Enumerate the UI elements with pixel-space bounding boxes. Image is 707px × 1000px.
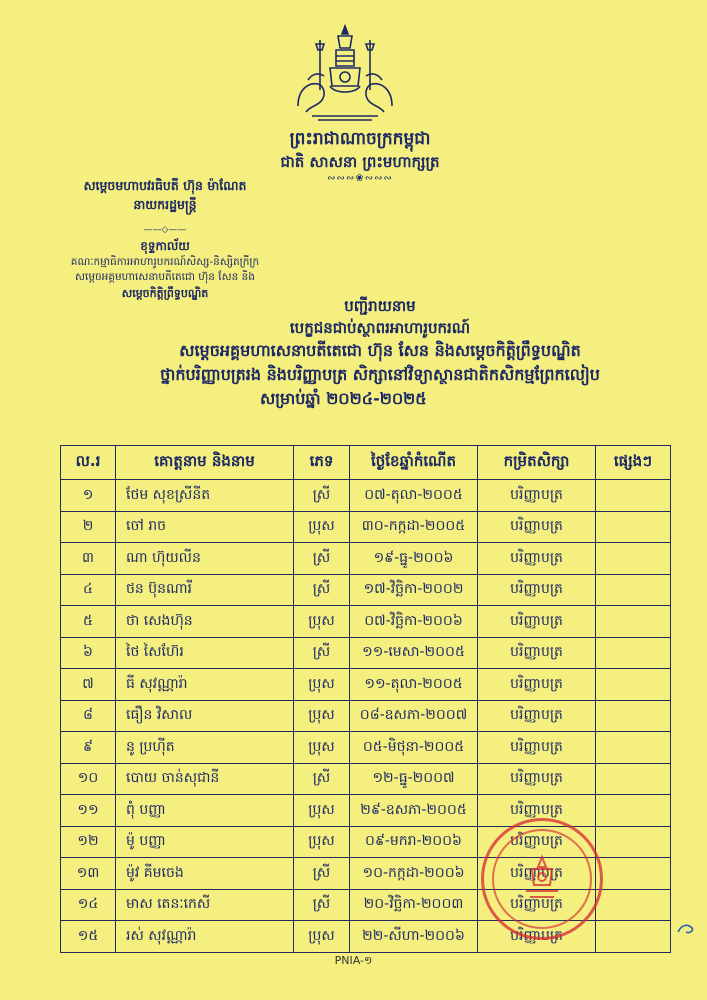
cell-name: ម៉ូវ គីមចេង	[116, 858, 294, 890]
cell-name: ថៃ សៃហ៊ែរ	[116, 637, 294, 669]
cell-remarks	[596, 858, 671, 890]
header-study-level: កម្រិតសិក្សា	[478, 446, 596, 480]
cell-name: ធឿន វិសាល	[116, 700, 294, 732]
cell-number: ៩	[61, 732, 116, 764]
table-row	[61, 669, 671, 701]
cell-study-level: បរិញ្ញាបត្រ	[478, 669, 596, 701]
cell-study-level: បរិញ្ញាបត្រ	[478, 637, 596, 669]
header-number: ល.រ	[61, 446, 116, 480]
cell-remarks	[596, 543, 671, 575]
cell-name: នូ ប្រហ៊ីត	[116, 732, 294, 764]
cell-number: ២	[61, 511, 116, 543]
sender-title: នាយករដ្ឋមន្ត្រី	[133, 197, 197, 212]
cell-date-of-birth: ០៧-តុលា-២០០៥	[350, 480, 478, 512]
cell-remarks	[596, 480, 671, 512]
cell-sex: ប្រុស	[294, 700, 350, 732]
cell-date-of-birth: ០៧-វិច្ឆិកា-២០០៦	[350, 606, 478, 638]
cell-number: ១៤	[61, 889, 116, 921]
cell-sex: ប្រុស	[294, 511, 350, 543]
cell-remarks	[596, 511, 671, 543]
cell-name: ធី សុវណ្ណារ៉ា	[116, 669, 294, 701]
table-row	[61, 763, 671, 795]
cell-date-of-birth: ២២-សីហា-២០០៦	[350, 921, 478, 953]
header-remarks: ផ្សេងៗ	[596, 446, 671, 480]
sender-prime-minister: សម្តេចមហាបវរធិបតី ហ៊ុន ម៉ាណែត	[83, 178, 247, 193]
cell-date-of-birth: ០៥-មិថុនា-២០០៥	[350, 732, 478, 764]
cell-study-level: បរិញ្ញាបត្រ	[478, 889, 596, 921]
cell-sex: ប្រុស	[294, 732, 350, 764]
cell-name: ថន ប៊ុនណារី	[116, 574, 294, 606]
cell-remarks	[596, 637, 671, 669]
cell-sex: ស្រី	[294, 889, 350, 921]
cell-remarks	[596, 921, 671, 953]
cell-study-level: បរិញ្ញាបត្រ	[478, 606, 596, 638]
ornament-divider: ∾∾∾❀∾∾∾	[327, 173, 393, 184]
cell-name: រស់ សុវណ្ណារ៉ា	[116, 921, 294, 953]
cell-remarks	[596, 795, 671, 827]
sender-committee: គណៈកម្មាធិការអាហារូបករណ៍សិស្ស-និស្សិតក្រីក្រ	[70, 256, 260, 268]
cell-date-of-birth: ១០-កក្កដា-២០០៦	[350, 858, 478, 890]
cell-name: ចៅ រាច	[116, 511, 294, 543]
cell-study-level: បរិញ្ញាបត្រ	[478, 732, 596, 764]
header-date-of-birth: ថ្ងៃខែឆ្នាំកំណើត	[350, 446, 478, 480]
cell-study-level: បរិញ្ញាបត្រ	[478, 763, 596, 795]
cell-remarks	[596, 669, 671, 701]
cell-date-of-birth: ១៩-ធ្នូ-២០០៦	[350, 543, 478, 575]
cell-study-level: បរិញ្ញាបត្រ	[478, 858, 596, 890]
cell-date-of-birth: ២០-វិច្ឆិកា-២០០៣	[350, 889, 478, 921]
cell-remarks	[596, 826, 671, 858]
table-row	[61, 511, 671, 543]
table-header-row	[61, 446, 671, 480]
cell-number: ៥	[61, 606, 116, 638]
cell-sex: ស្រី	[294, 858, 350, 890]
national-motto: ជាតិ សាសនា ព្រះមហាក្សត្រ	[280, 153, 440, 171]
cell-name: បោយ ចាន់សុជានី	[116, 763, 294, 795]
cell-number: ៧	[61, 669, 116, 701]
sender-cabinet: ខុទ្ទកាល័យ	[140, 239, 190, 253]
table-row	[61, 480, 671, 512]
title-line-5: សម្រាប់ឆ្នាំ ២០២៤-២០២៥	[260, 389, 427, 408]
cell-number: ១១	[61, 795, 116, 827]
cell-name: ម៉ូ បញ្ញា	[116, 826, 294, 858]
table-row	[61, 543, 671, 575]
sender-scholarship-name-2: សម្តេចកិត្តិព្រឹទ្ធបណ្ឌិត	[121, 287, 209, 300]
cell-study-level: បរិញ្ញាបត្រ	[478, 480, 596, 512]
cell-name: ថែម សុខស្រីនីត	[116, 480, 294, 512]
cell-number: ៦	[61, 637, 116, 669]
cell-name: មាស តេនៈកេសី	[116, 889, 294, 921]
cell-sex: ប្រុស	[294, 795, 350, 827]
cell-number: ១	[61, 480, 116, 512]
cell-study-level: បរិញ្ញាបត្រ	[478, 795, 596, 827]
sender-scholarship-name: សម្តេចអគ្គមហាសេនាបតីតេជោ ហ៊ុន សែន និង	[75, 271, 255, 283]
cell-date-of-birth: ១២-ធ្នូ-២០០៧	[350, 763, 478, 795]
cell-study-level: បរិញ្ញាបត្រ	[478, 826, 596, 858]
cell-sex: ប្រុស	[294, 921, 350, 953]
title-line-3: សម្តេចអគ្គមហាសេនាបតីតេជោ ហ៊ុន សែន និងសម្តេចកិត្តិព្រឹទ្ធបណ្ឌិត	[179, 341, 581, 360]
table-row	[61, 700, 671, 732]
header-name: គោត្តនាម និងនាម	[116, 446, 294, 480]
cell-remarks	[596, 606, 671, 638]
table-row	[61, 606, 671, 638]
cell-number: ១៣	[61, 858, 116, 890]
official-red-seal-stamp	[481, 818, 603, 940]
document-title	[100, 295, 660, 411]
table-row	[61, 732, 671, 764]
cell-number: ៨	[61, 700, 116, 732]
cell-sex: ស្រី	[294, 763, 350, 795]
cell-number: ១០	[61, 763, 116, 795]
cell-date-of-birth: ២៩-ឧសភា-២០០៥	[350, 795, 478, 827]
cell-date-of-birth: ៣០-កក្កដា-២០០៥	[350, 511, 478, 543]
cell-remarks	[596, 732, 671, 764]
cell-date-of-birth: ០៨-ឧសភា-២០០៧	[350, 700, 478, 732]
cell-sex: ប្រុស	[294, 606, 350, 638]
sender-divider: ——◇——	[143, 225, 187, 235]
cell-number: ៤	[61, 574, 116, 606]
cell-sex: ស្រី	[294, 480, 350, 512]
royal-coat-of-arms-emblem	[290, 20, 400, 128]
cell-study-level: បរិញ្ញាបត្រ	[478, 921, 596, 953]
kingdom-name: ព្រះរាជាណាចក្រកម្ពុជា	[289, 129, 431, 149]
cell-remarks	[596, 889, 671, 921]
cell-sex: ស្រី	[294, 637, 350, 669]
table-row	[61, 574, 671, 606]
cell-date-of-birth: ០៩-មករា-២០០៦	[350, 826, 478, 858]
cell-study-level: បរិញ្ញាបត្រ	[478, 543, 596, 575]
page-footer-label: PNIA-១	[334, 954, 373, 967]
cell-sex: ស្រី	[294, 543, 350, 575]
cell-sex: ប្រុស	[294, 669, 350, 701]
cell-date-of-birth: ១១-តុលា-២០០៥	[350, 669, 478, 701]
cell-date-of-birth: ១៧-វិច្ឆិកា-២០០២	[350, 574, 478, 606]
cell-study-level: បរិញ្ញាបត្រ	[478, 700, 596, 732]
title-line-1: បញ្ជីរាយនាម	[344, 297, 416, 315]
table-row	[61, 637, 671, 669]
cell-number: ១២	[61, 826, 116, 858]
cell-study-level: បរិញ្ញាបត្រ	[478, 574, 596, 606]
cell-study-level: បរិញ្ញាបត្រ	[478, 511, 596, 543]
cell-remarks	[596, 574, 671, 606]
cell-name: ណា ហ៊ុយលីន	[116, 543, 294, 575]
cell-remarks	[596, 763, 671, 795]
seal-emblem-icon	[514, 851, 570, 907]
cell-date-of-birth: ១១-មេសា-២០០៥	[350, 637, 478, 669]
sender-block	[0, 176, 330, 302]
cell-number: ៣	[61, 543, 116, 575]
header-sex: ភេទ	[294, 446, 350, 480]
cell-remarks	[596, 700, 671, 732]
cell-sex: ស្រី	[294, 574, 350, 606]
pen-mark-icon	[676, 922, 696, 936]
cell-number: ១៥	[61, 921, 116, 953]
cell-name: ពុំ បញ្ញា	[116, 795, 294, 827]
title-line-4: ថ្នាក់បរិញ្ញាបត្ររង និងបរិញ្ញាបត្រ សិក្សានៅវិទ្យាស្ថានជាតិកសិកម្មព្រែកលៀប	[160, 365, 600, 384]
table-row	[61, 795, 671, 827]
cell-name: ថា សេងហ៊ុន	[116, 606, 294, 638]
title-line-2: បេក្ខជនជាប់ស្ថាពរអាហារូបករណ៍	[289, 319, 471, 337]
cell-sex: ប្រុស	[294, 826, 350, 858]
